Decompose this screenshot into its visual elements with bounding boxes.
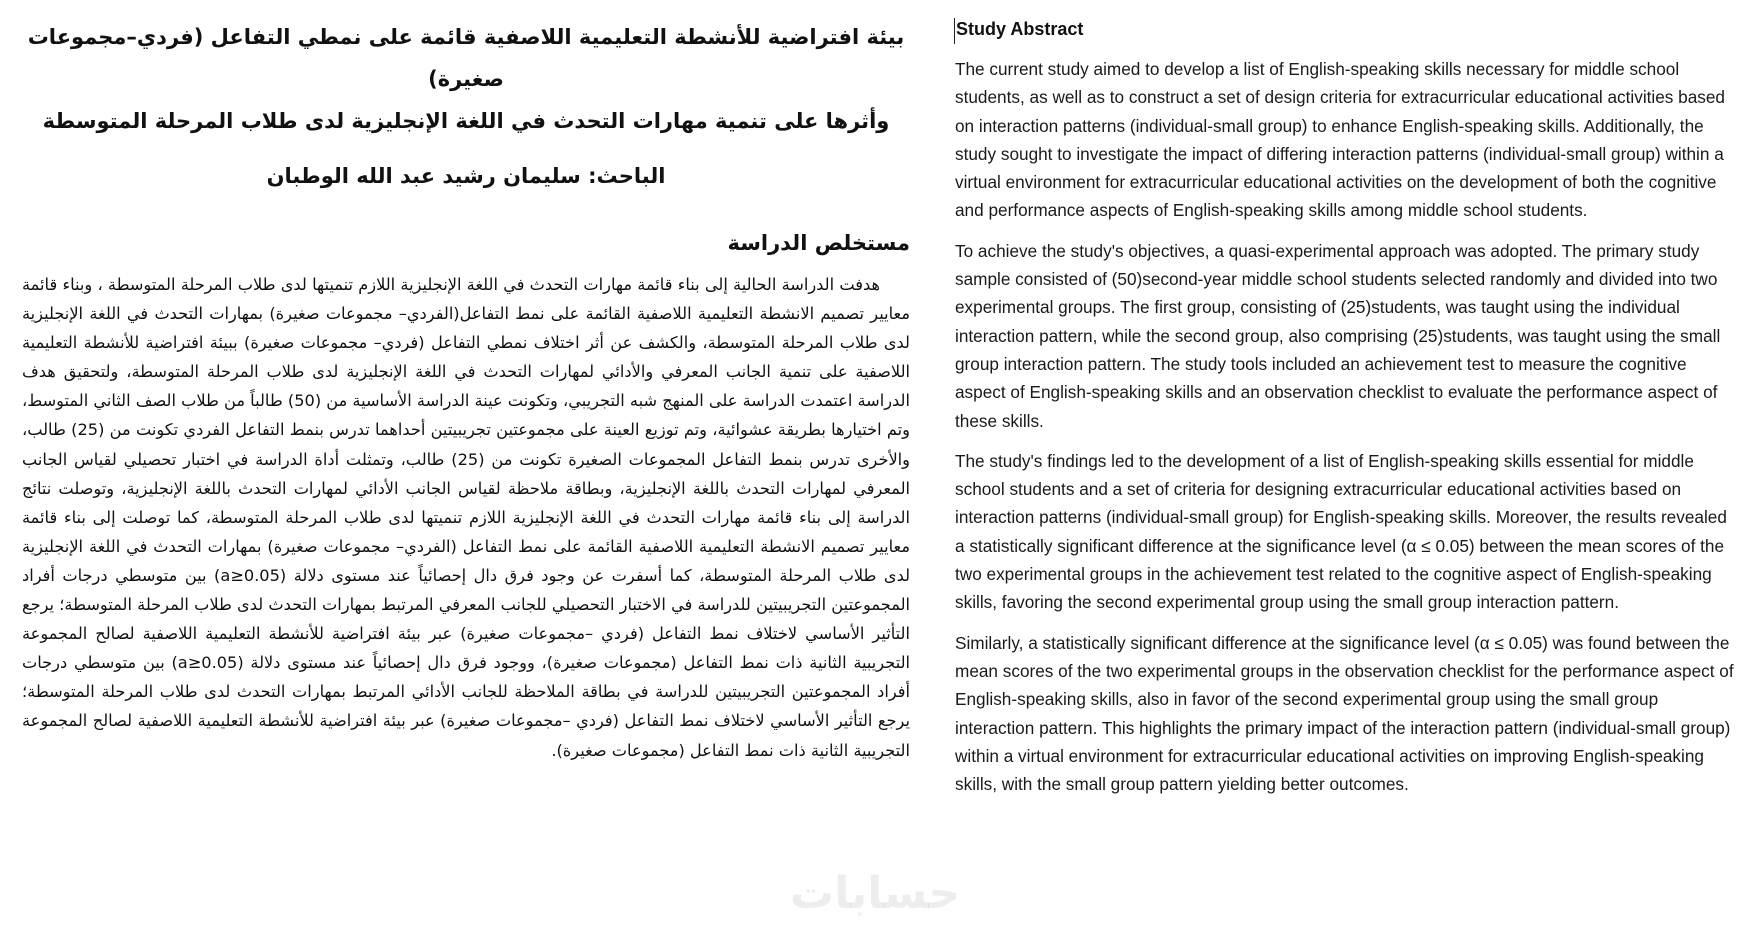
english-paragraph-aims: The current study aimed to develop a list of English-speaking skills necessary for middle school students, as well as to construct a set of design criteria for extracurricular educational activities based on interaction patterns (individual-small group) to enhance English-speaking skills. Additionally, the study sought to investigate the impact of differing interaction patterns (individual-small group) within a virtual environment for extracurricular educational activities on the development of both the cognitive and performance aspects of English-speaking skills among middle school students. [955, 59, 1725, 221]
text-cursor [954, 18, 955, 44]
arabic-abstract-heading: مستخلص الدراسة [727, 231, 910, 255]
english-paragraph-findings: The study's findings led to the development of a list of English-speaking skills essential for middle school students and a set of criteria for designing extracurricular educational activities based on interaction patterns (individual-small group) for English-speaking skills. Moreover, the results revealed a statistically significant difference at the significance level (α ≤ 0.05) between the mean scores of the two experimental groups in the achievement test related to the cognitive aspect of English-speaking skills, favoring the second experimental group using the small group interaction pattern. [955, 450, 1727, 613]
arabic-author: الباحث: سليمان رشيد عبد الله الوطبان [266, 164, 666, 188]
english-abstract-column[interactable] [955, 14, 1740, 810]
arabic-title-line-2: وأثرها على تنمية مهارات التحدث في اللغة الإنجليزية لدى طلاب المرحلة المتوسطة [42, 109, 890, 133]
english-paragraph-conclusion: Similarly, a statistically significant difference at the significance level (α ≤ 0.05) was found between the mean scores of the two experimental groups in the observation checklist for the performance aspect of English-speaking skills, also in favor of the second experimental group using the small group interaction pattern. This highlights the primary impact of the interaction pattern (individual-small group) within a virtual environment for extracurricular educational activities on improving English-speaking skills, with the small group pattern yielding better outcomes. [955, 632, 1734, 795]
arabic-title-line-1: بيئة افتراضية للأنشطة التعليمية اللاصفية قائمة على نمطي التفاعل (فردي–مجموعات صغيرة) [27, 25, 905, 91]
arabic-abstract-column [22, 0, 910, 765]
english-abstract-heading [955, 14, 1740, 44]
arabic-abstract-body: هدفت الدراسة الحالية إلى بناء قائمة مهارات التحدث في اللغة الإنجليزية اللازم تنميتها لدى طلاب المرحلة المتوسطة ، وبناء قائمة معايير تصميم الانشطة التعليمية اللاصفية القائمة على نمط التفاعل(الفردي– مجموعات صغيرة) بمهارات التحدث في اللغة الإنجليزية لدى طلاب المرحلة المتوسطة، والكشف عن أثر اختلاف نمطي التفاعل (فردي– مجموعات صغيرة) ببيئة افتراضية للأنشطة التعليمية اللاصفية على تنمية الجانب المعرفي والأدائي لمهارات التحدث في اللغة الإنجليزية لدى طلاب المرحلة المتوسطة، ولتحقيق هدف الدراسة اعتمدت الدراسة على المنهج شبه التجريبي، وتكونت عينة الدراسة الأساسية من (50) طالباً من طلاب الصف الثاني المتوسط، وتم اختيارها بطريقة عشوائية، وتم توزيع العينة على مجموعتين تجريبيتين أحداهما تدرس بنمط التفاعل الفردي تكونت من (25) طالب، والأخرى تدرس بنمط التفاعل المجموعات الصغيرة تكونت من (25) طالب، وتمثلت أداة الدراسة في اختبار تحصيلي لقياس الجانب المعرفي لمهارات التحدث باللغة الإنجليزية، وبطاقة ملاحظة لقياس الجانب الأدائي لمهارات التحدث باللغة الإنجليزية، وتوصلت نتائج الدراسة إلى بناء قائمة مهارات التحدث في اللغة الإنجليزية اللازم تنميتها لدى طلاب المرحلة المتوسطة، كما توصلت إلى بناء قائمة معايير تصميم الانشطة التعليمية اللاصفية القائمة على نمط التفاعل (الفردي– مجموعات صغيرة) بمهارات التحدث في اللغة الإنجليزية لدى طلاب المرحلة المتوسطة، كما أسفرت عن وجود فرق دال إحصائياً عند مستوى دلالة (a≥0.05) بين متوسطي درجات أفراد المجموعتين التجريبيتين للدراسة في الاختبار التحصيلي للجانب المعرفي المرتبط بمهارات التحدث لدى طلاب المرحلة المتوسطة؛ يرجع التأثير الأساسي لاختلاف نمط التفاعل (فردي –مجموعات صغيرة) عبر بيئة افتراضية للأنشطة التعليمية اللاصفية لصالح المجموعة التجريبية الثانية ذات نمط التفاعل (مجموعات صغيرة)، ووجود فرق دال إحصائياً عند مستوى دلالة (a≥0.05) بين متوسطي درجات أفراد المجموعتين التجريبيتين للدراسة في بطاقة الملاحظة للجانب الأدائي المرتبط بمهارات التحدث لدى طلاب المرحلة المتوسطة؛ يرجع التأثير الأساسي لاختلاف نمط التفاعل (فردي –مجموعات صغيرة) عبر بيئة افتراضية للأنشطة التعليمية اللاصفية لصالح المجموعة التجريبية الثانية ذات نمط التفاعل (مجموعات صغيرة). [22, 275, 911, 760]
english-paragraph-method: To achieve the study's objectives, a quasi-experimental approach was adopted. The primary study sample consisted of (50)second-year middle school students selected randomly and divided into two experimental groups. The first group, consisting of (25)students, was taught using the individual interaction pattern, while the second group, also comprising (25)students, was taught using the small group interaction pattern. The study tools included an achievement test to measure the cognitive aspect of English-speaking skills and an observation checklist to evaluate the performance aspect of these skills. [955, 240, 1721, 431]
watermark-logo: حسابات [790, 868, 961, 919]
english-abstract-heading-text: Study Abstract [956, 19, 1084, 39]
arabic-title [22, 0, 910, 142]
